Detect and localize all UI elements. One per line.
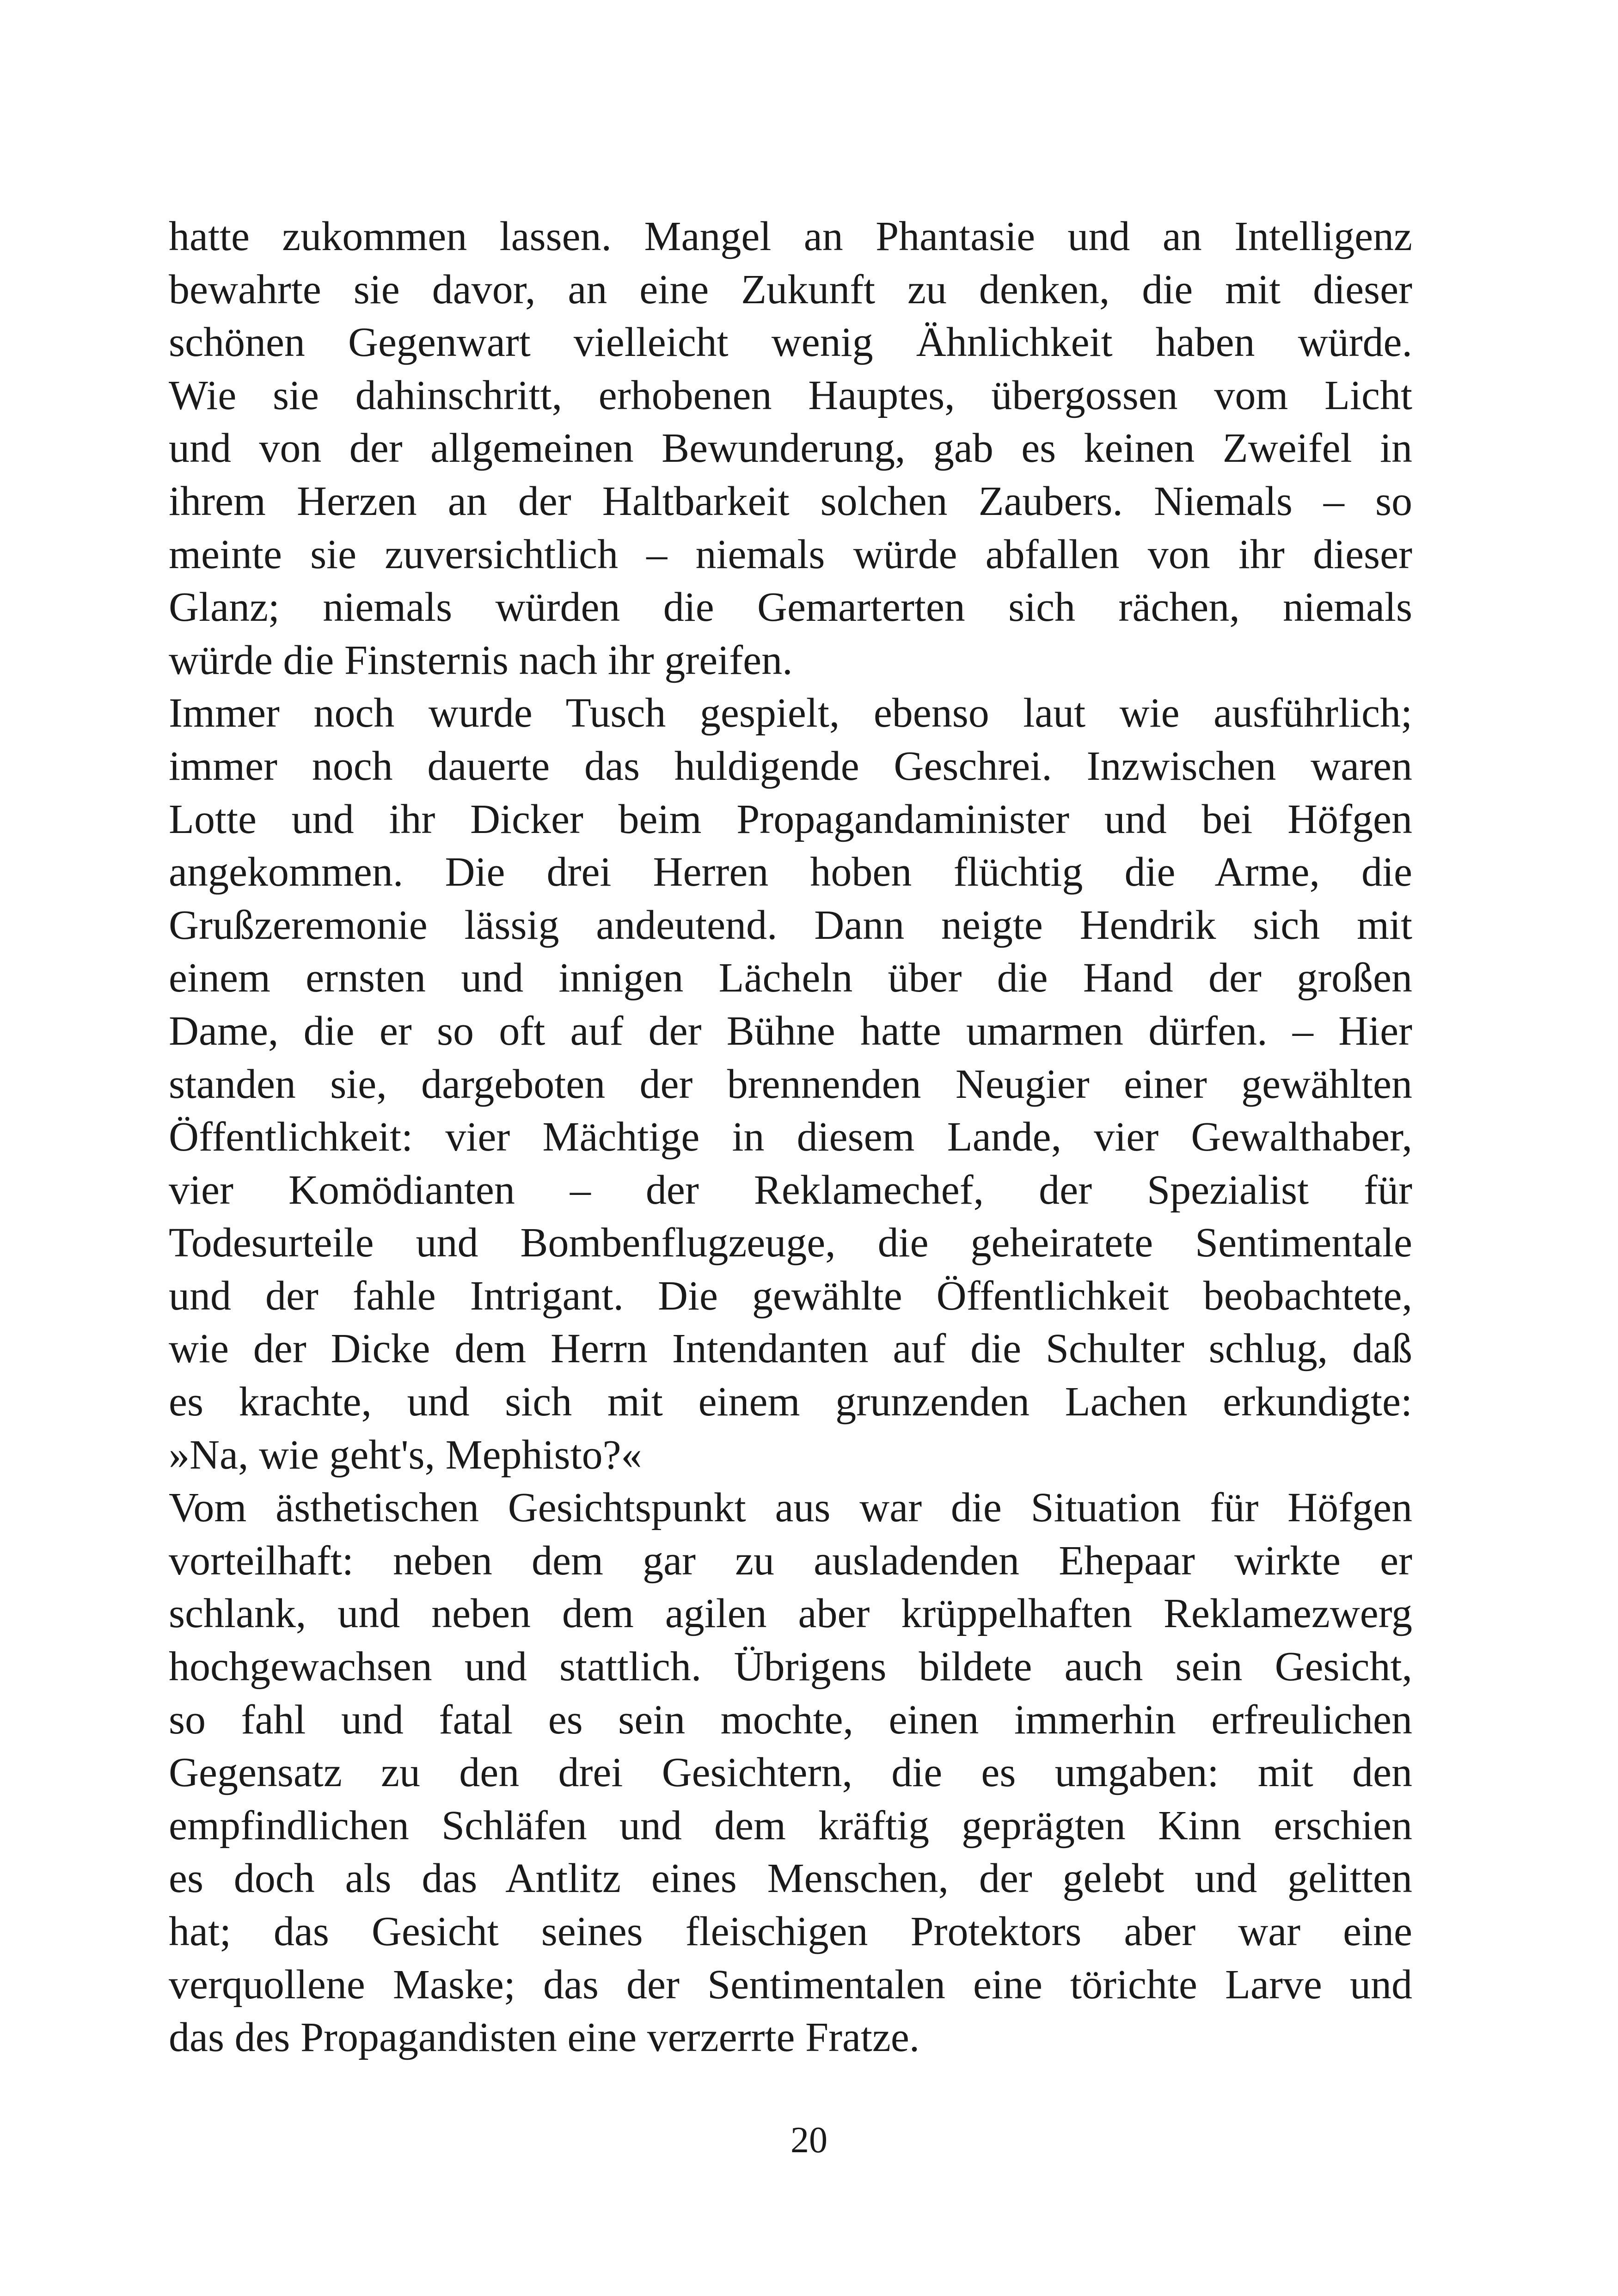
text-line: immer noch dauerte das huldigende Geschrei. Inzwischen waren <box>169 743 1412 789</box>
page-number: 20 <box>791 2120 827 2161</box>
text-line: Grußzeremonie lässig andeutend. Dann neigte Hendrik sich mit <box>169 902 1412 948</box>
paragraph <box>169 1482 1412 2064</box>
text-line: Öffentlichkeit: vier Mächtige in diesem Lande, vier Gewalthaber, <box>169 1114 1412 1160</box>
text-line: Todesurteile und Bombenflugzeuge, die geheiratete Sentimentale <box>169 1220 1412 1266</box>
text-line: standen sie, dargeboten der brennenden Neugier einer gewählten <box>169 1061 1412 1107</box>
text-line: hatte zukommen lassen. Mangel an Phantasie und an Intelligenz <box>169 214 1412 259</box>
text-line: Vom ästhetischen Gesichtspunkt aus war die Situation für Höfgen <box>169 1485 1412 1531</box>
text-line: Glanz; niemals würden die Gemarterten sich rächen, niemals <box>169 584 1412 631</box>
text-line: ihrem Herzen an der Haltbarkeit solchen Zaubers. Niemals – so <box>169 478 1412 524</box>
text-line: Wie sie dahinschritt, erhobenen Hauptes, übergossen vom Licht <box>169 372 1412 418</box>
text-line: Immer noch wurde Tusch gespielt, ebenso laut wie ausführlich; <box>169 690 1412 736</box>
text-line: hochgewachsen und stattlich. Übrigens bildete auch sein Gesicht, <box>169 1644 1412 1690</box>
text-line: »Na, wie geht's, Mephisto?« <box>169 1432 642 1478</box>
text-line: vorteilhaft: neben dem gar zu ausladenden Ehepaar wirkte er <box>169 1537 1412 1584</box>
text-line: meinte sie zuversichtlich – niemals würde abfallen von ihr dieser <box>169 531 1412 577</box>
text-line: einem ernsten und innigen Lächeln über die Hand der großen <box>169 955 1412 1001</box>
text-line: Lotte und ihr Dicker beim Propagandaminister und bei Höfgen <box>169 796 1412 842</box>
text-line: und von der allgemeinen Bewunderung, gab es keinen Zweifel in <box>169 425 1412 471</box>
text-line: würde die Finsternis nach ihr greifen. <box>169 637 793 683</box>
text-line: bewahrte sie davor, an eine Zukunft zu denken, die mit dieser <box>169 266 1412 312</box>
text-line: angekommen. Die drei Herren hoben flüchtig die Arme, die <box>169 849 1412 895</box>
text-line: empfindlichen Schläfen und dem kräftig geprägten Kinn erschien <box>169 1802 1412 1849</box>
paragraph <box>169 687 1412 1482</box>
text-line: so fahl und fatal es sein mochte, einen immerhin erfreulichen <box>169 1696 1412 1743</box>
text-line: und der fahle Intrigant. Die gewählte Öffentlichkeit beobachtete, <box>169 1273 1412 1319</box>
text-line: schönen Gegenwart vielleicht wenig Ähnlichkeit haben würde. <box>169 319 1412 366</box>
body-text <box>169 210 1412 2064</box>
text-line: wie der Dicke dem Herrn Intendanten auf die Schulter schlug, daß <box>169 1326 1412 1372</box>
paragraph <box>169 210 1412 687</box>
text-line: es doch als das Antlitz eines Menschen, der gelebt und gelitten <box>169 1855 1412 1902</box>
text-line: schlank, und neben dem agilen aber krüppelhaften Reklamezwerg <box>169 1591 1412 1637</box>
text-line: das des Propagandisten eine verzerrte Fratze. <box>169 2014 920 2061</box>
text-line: hat; das Gesicht seines fleischigen Protektors aber war eine <box>169 1909 1412 1954</box>
text-line: vier Komödianten – der Reklamechef, der Spezialist für <box>169 1167 1412 1213</box>
text-line: Dame, die er so oft auf der Bühne hatte umarmen dürfen. – Hier <box>169 1008 1412 1054</box>
text-line: Gegensatz zu den drei Gesichtern, die es umgaben: mit den <box>169 1750 1412 1796</box>
text-line: verquollene Maske; das der Sentimentalen eine törichte Larve und <box>169 1961 1412 2008</box>
text-line: es krachte, und sich mit einem grunzenden Lachen erkundigte: <box>169 1379 1412 1425</box>
